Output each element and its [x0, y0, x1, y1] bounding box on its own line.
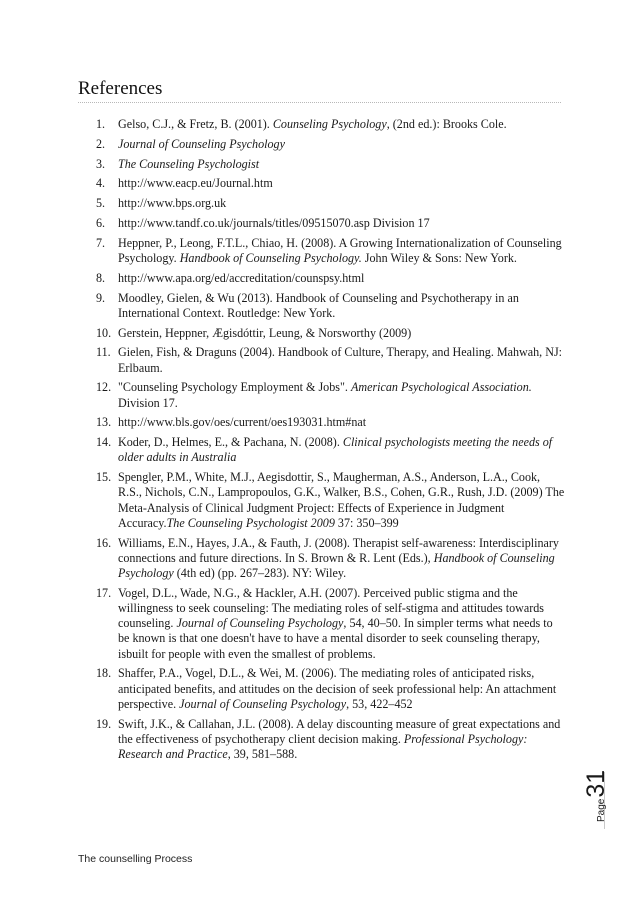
reference-number: 19. [96, 716, 112, 731]
reference-italic-segment: Clinical psychologists meeting the needs of older adults in Australia [118, 435, 553, 465]
reference-italic-segment: The Counseling Psychologist [118, 156, 260, 171]
reference-segment: Moodley, Gielen, & Wu (2013). Handbook of Counseling and Psychotherapy in an International Context. Routledge: New York. [118, 290, 519, 320]
reference-text [118, 380, 566, 410]
reference-text [118, 586, 566, 662]
reference-item [96, 536, 566, 582]
reference-text [118, 345, 566, 375]
reference-segment: Vogel, D.L., Wade, N.G., & Hackler, A.H. (2007). Perceived public stigma and the willingness to seek counseling: The mediating roles of self-stigma and attitudes towards counseling. [118, 585, 544, 631]
reference-number: 6. [96, 215, 106, 230]
reference-item [96, 345, 566, 375]
reference-number: 12. [96, 380, 112, 395]
reference-text [118, 216, 566, 231]
reference-text [118, 326, 566, 341]
reference-text [118, 717, 566, 763]
reference-item [96, 117, 566, 132]
reference-italic-segment: Professional Psychology: Research and Practice [118, 731, 528, 761]
reference-number: 15. [96, 470, 112, 485]
reference-number: 5. [96, 196, 106, 211]
reference-italic-segment: Counseling Psychology [272, 117, 387, 131]
reference-italic-segment: Handbook of Counseling Psychology [118, 550, 555, 580]
reference-number: 2. [96, 136, 106, 151]
reference-segment: (4th ed) (pp. 267–283). NY: Wiley. [173, 565, 347, 580]
reference-text [118, 117, 566, 132]
reference-text [118, 666, 566, 712]
reference-segment: Shaffer, P.A., Vogel, D.L., & Wei, M. (2006). The mediating roles of anticipated risks, anticipated benefits, and attitudes on the decision of seek professional help: An attachment perspective. [118, 666, 557, 711]
reference-segment: Gelso, C.J., & Fretz, B. (2001). [118, 117, 273, 131]
reference-italic-segment: Journal of Counseling Psychology [118, 136, 285, 151]
reference-text [118, 435, 566, 465]
reference-item [96, 291, 566, 321]
reference-text [118, 196, 566, 211]
reference-item [96, 137, 566, 152]
reference-number: 8. [96, 270, 106, 285]
reference-item [96, 157, 566, 172]
reference-number: 9. [96, 290, 106, 305]
reference-text [118, 236, 566, 266]
reference-segment: , 54, 40–50. In simpler terms what needs to be known is that one doesn't have to have a mental disorder to seek counseling therapy, isbuilt for people with even the smallest of problems. [118, 616, 553, 661]
reference-number: 10. [96, 325, 112, 340]
reference-item [96, 176, 566, 191]
references-heading: References [78, 78, 163, 99]
reference-text [118, 271, 566, 286]
reference-segment: Swift, J.K., & Callahan, J.L. (2008). A delay discounting measure of great expectations and the effectiveness of psychotherapy client decision making. [118, 716, 561, 746]
reference-number: 4. [96, 176, 106, 191]
reference-item [96, 586, 566, 662]
reference-segment: Koder, D., Helmes, E., & Pachana, N. (2008). [118, 435, 343, 450]
reference-segment: http://www.tandf.co.uk/journals/titles/09515070.asp Division 17 [118, 215, 430, 230]
reference-segment: Williams, E.N., Hayes, J.A., & Fauth, J. (2008). Therapist self-awareness: Interdisciplinary connections and future directions. In S. Brown & R. Lent (Eds.), [118, 535, 559, 565]
reference-segment: http://www.apa.org/ed/accreditation/counspsy.html [118, 270, 365, 285]
reference-segment: , 53, 422–452 [346, 696, 413, 711]
reference-segment: , (2nd ed.): Brooks Cole. [386, 117, 507, 131]
reference-segment: John Wiley & Sons: New York. [361, 250, 517, 265]
reference-item [96, 717, 566, 763]
reference-segment: Spengler, P.M., White, M.J., Aegisdottir, S., Maugherman, A.S., Anderson, L.A., Cook, R.S., Nichols, C.N., Lampropoulos, G.K., Walker, B.S., Cohen, G.R., Rush, J.D. (2009) The Meta-Analysis of Clinical Judgment Project: Effects of Experience in Judgment Accuracy. [118, 470, 565, 530]
reference-item [96, 380, 566, 410]
reference-text [118, 291, 566, 321]
reference-number: 16. [96, 535, 112, 550]
reference-segment: Heppner, P., Leong, F.T.L., Chiao, H. (2008). A Growing Internationalization of Counseling Psychology. [118, 235, 562, 265]
reference-item [96, 470, 566, 531]
reference-segment: Gerstein, Heppner, Ægisdóttir, Leung, & Norsworthy (2009) [118, 325, 412, 340]
reference-number: 3. [96, 156, 106, 171]
reference-text [118, 176, 566, 191]
reference-italic-segment: Journal of Counseling Psychology [179, 696, 347, 711]
reference-segment: Division 17. [118, 395, 178, 410]
reference-number: 17. [96, 585, 112, 600]
reference-italic-segment: Journal of Counseling Psychology [176, 616, 344, 631]
reference-item [96, 236, 566, 266]
reference-item [96, 435, 566, 465]
references-list [96, 117, 566, 767]
reference-item [96, 196, 566, 211]
reference-text [118, 157, 566, 172]
reference-text [118, 415, 566, 430]
reference-segment: http://www.bls.gov/oes/current/oes193031.htm#nat [118, 415, 367, 430]
reference-segment: http://www.bps.org.uk [118, 196, 227, 211]
reference-segment: , 39, 581–588. [227, 747, 298, 761]
reference-text [118, 536, 566, 582]
reference-number: 11. [96, 345, 111, 360]
reference-text [118, 470, 566, 531]
reference-number: 14. [96, 435, 112, 450]
reference-item [96, 666, 566, 712]
heading-divider [78, 102, 561, 103]
reference-item [96, 326, 566, 341]
reference-item [96, 271, 566, 286]
reference-number: 13. [96, 415, 112, 430]
reference-item [96, 415, 566, 430]
reference-segment: "Counseling Psychology Employment & Jobs". [118, 380, 351, 395]
page-label: Page [596, 798, 607, 822]
page-number-block [582, 762, 616, 822]
document-footer: The counselling Process [78, 853, 193, 865]
reference-item [96, 216, 566, 231]
reference-italic-segment: The Counseling Psychologist 2009 [166, 515, 335, 530]
reference-number: 7. [96, 235, 106, 250]
reference-segment: Gielen, Fish, & Draguns (2004). Handbook of Culture, Therapy, and Healing. Mahwah, NJ: Erlbaum. [118, 345, 563, 375]
reference-italic-segment: American Psychological Association. [350, 380, 532, 395]
page-number: 31 [582, 769, 610, 798]
reference-number: 1. [96, 117, 106, 131]
reference-number: 18. [96, 666, 112, 681]
reference-italic-segment: Handbook of Counseling Psychology. [179, 250, 362, 265]
reference-text [118, 137, 566, 152]
reference-segment: http://www.eacp.eu/Journal.htm [118, 176, 273, 191]
reference-segment: 37: 350–399 [334, 515, 399, 530]
